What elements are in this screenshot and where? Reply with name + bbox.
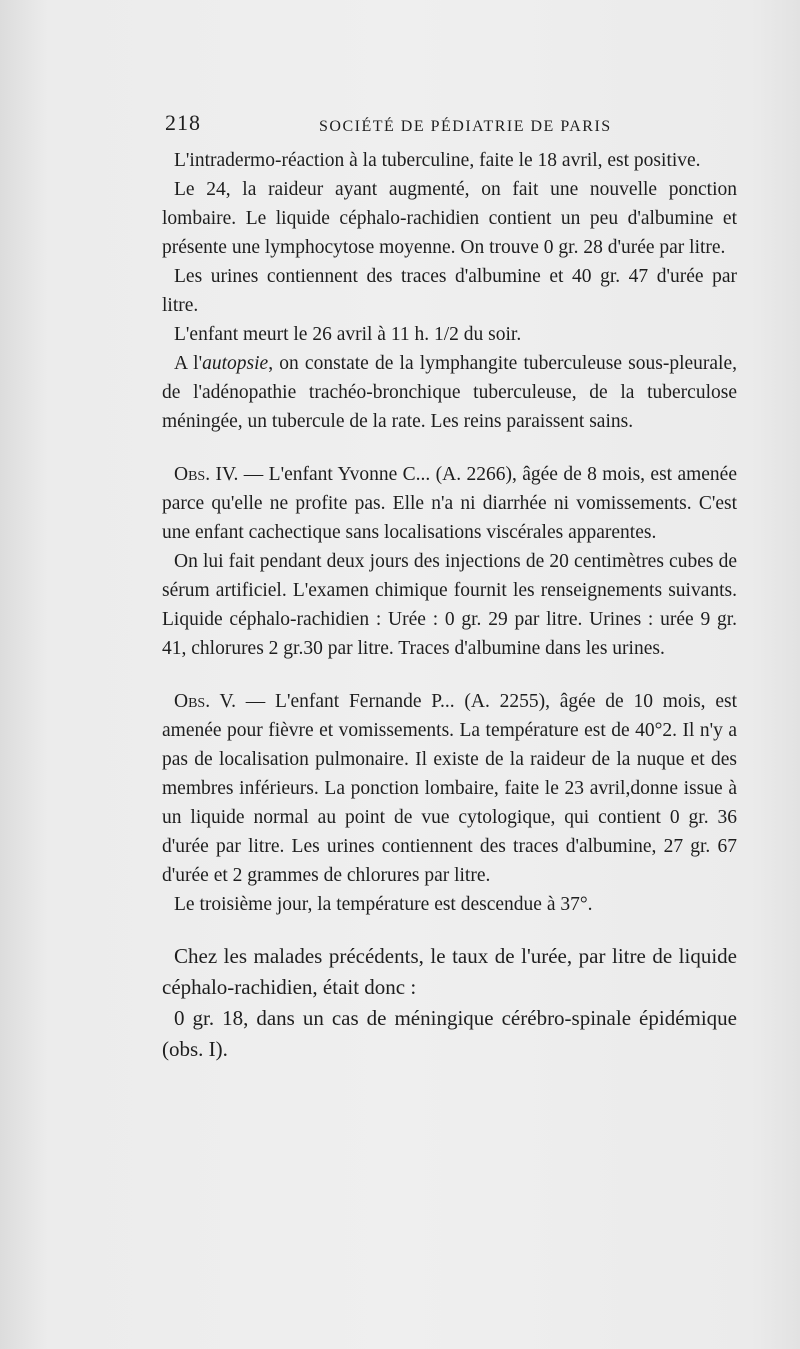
body-text [162,146,737,1065]
paragraph-ponction: Le 24, la raideur ayant augmenté, on fait une nouvelle ponction lombaire. Le liquide céphalo-rachidien contient un peu d'albumine et présente une lymphocytose moyenne. On trouve 0 gr. 28 d'urée par litre. [162,179,737,258]
paragraph-autopsy [162,349,737,436]
autopsy-prefix: A l' [174,353,203,374]
paragraph-intradermo: L'intradermo-réaction à la tuberculine, faite le 18 avril, est positive. [174,150,701,171]
autopsy-text: , on constate de la lymphangite tuberculeuse sous-pleurale, de l'adénopathie trachéo-bronchique tuberculeuse, de la tuberculose méningée, un tubercule de la rate. Les reins paraissent sains. [162,353,737,432]
obs4-paragraph-2: On lui fait pendant deux jours des injections de 20 centimètres cubes de sérum artificiel. L'examen chimique fournit les renseignements suivants. Liquide céphalo-rachidien : Urée : 0 gr. 29 par litre. Urines : urée 9 gr. 41, chlorures 2 gr.30 par litre. Traces d'albumine dans les urines. [162,551,737,659]
obs4-text: — L'enfant Yvonne C... (A. 2266), âgée de 8 mois, est amenée parce qu'elle ne profite pas. Elle n'a ni diarrhée ni vomissements. C'est une enfant cachectique sans localisations viscérales apparentes. [162,464,737,543]
page-number: 218 [165,110,201,135]
obs5-paragraph [162,687,737,890]
obs4-paragraph [162,460,737,547]
section-gap [162,436,737,460]
section-gap [162,663,737,687]
section-gap [162,919,737,941]
obs5-paragraph-2: Le troisième jour, la température est descendue à 37°. [174,894,593,915]
conclusion [162,941,737,1065]
conclusion-paragraph-2: 0 gr. 18, dans un cas de méningique cérébro-spinale épidémique (obs. I). [162,1006,737,1061]
obs5-label: Obs. V. [174,691,236,712]
autopsy-term: autopsie [202,353,269,374]
paragraph-death: L'enfant meurt le 26 avril à 11 h. 1/2 du soir. [174,324,522,345]
obs4-label: Obs. IV. [174,464,239,485]
running-head [165,110,735,140]
conclusion-paragraph: Chez les malades précédents, le taux de l'urée, par litre de liquide céphalo-rachidien, était donc : [162,944,737,999]
journal-title: SOCIÉTÉ DE PÉDIATRIE DE PARIS [319,118,612,135]
paragraph-urines: Les urines contiennent des traces d'albumine et 40 gr. 47 d'urée par litre. [162,266,737,316]
obs5-text: — L'enfant Fernande P... (A. 2255), âgée de 10 mois, est amenée pour fièvre et vomissements. La température est de 40°2. Il n'y a pas de localisation pulmonaire. Il existe de la raideur de la nuque et des membres inférieurs. La ponction lombaire, faite le 23 avril,donne issue à un liquide normal au point de vue cytologique, qui contient 0 gr. 36 d'urée par litre. Les urines contiennent des traces d'albumine, 27 gr. 67 d'urée et 2 grammes de chlorures par litre. [162,691,737,886]
